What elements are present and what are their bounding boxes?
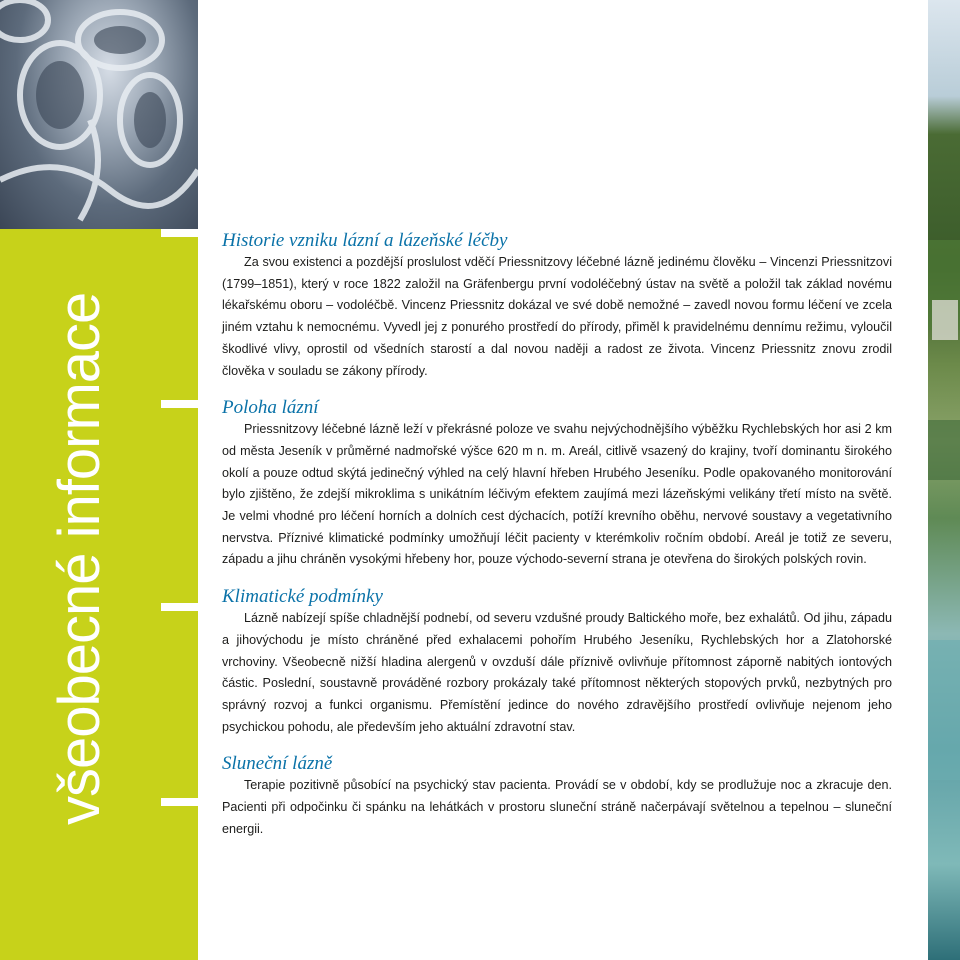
microscope-photo [0,0,198,229]
section-climate [222,586,892,738]
section-heading: Sluneční lázně [222,753,333,775]
section-paragraph: Lázně nabízejí spíše chladnější podnebí, od severu vzdušné proudy Baltického moře, bez exhalátů. Od jihu, západu a jihovýchodu je místo chráněné před exhalacemi pohořím Hrubého Jeseníku, Rychlebských hor a Zlatohorské vrchoviny. Všeobecně nižší hladina alergenů v ovzduší dále příznivě ovlivňuje přítomnost záporně nabitých iontových částic. Poslední, soustavně prováděné rozbory prokázaly také přítomnost některých stopových prvků, nezbytných pro správný rozvoj a funkci organismu. Přemístění jedince do nového zdravějšího prostředí ovlivňuje nejenom jeho psychickou pohodu, ale především jeho aktuální zdravotní stav. [222,611,892,734]
section-heading: Poloha lázní [222,397,319,419]
decorative-bar [161,603,198,611]
decorative-bar [161,400,198,408]
decorative-bar [161,798,198,806]
vertical-divider [198,0,201,960]
section-heading: Klimatické podmínky [222,586,383,608]
cell-structure-image [0,0,198,229]
section-paragraph: Za svou existenci a pozdější proslulost vděčí Priessnitzovy léčebné lázně jedinému člověku – Vincenzi Priessnitzovi (1799–1851), který v roce 1822 založil na Gräfenbergu první vodoléčebný ústav na světě a položil tak základ novému lékařskému oboru – vodoléčbě. Vincenz Priessnitz dokázal ve své době nemožné – zavedl novou formu léčení ve zcela jiném vztahu k nemocnému. Vyvedl jej z ponurého prostředí do přírody, přiměl k pravidelnému dennímu režimu, vyloučil škodlivé vlivy, oprostil od všedních starostí a dal novou naději a radost ze života. Vincenz Priessnitz znovu zrodil člověka v souladu se zákony přírody. [222,255,892,378]
section-paragraph: Priessnitzovy léčebné lázně leží v překrásné poloze ve svahu nejvýchodnějšího výběžku Rychlebských hor asi 2 km od města Jeseník v průměrné nadmořské výšce 620 m n. m. Areál, citlivě vsazený do krajiny, tvoří dominantu širokého okolí a pouze odtud skýtá jedinečný výhled na celý hlavní hřeben Hrubého Jeseníku. Podle opakovaného monitorování bylo zjištěno, že zdejší mikroklima s unikátním léčivým efektem zaujímá mezi lázeňskými velikány třetí místo na světě. Je velmi vhodné pro léčení horních a dolních cest dýchacích, potíží krevního oběhu, nervové soustavy a vegetativního nervstva. Příznivé klimatické podmínky umožňují léčit pacienty v kterémkoliv ročním období. Areál je totiž ze severu, západu a jihu chráněn vysokými hřebeny hor, pouze východo-severní strana je otevřena do širokých polských rovin. [222,422,892,567]
section-history [222,230,892,382]
landscape-photo-strip [928,0,960,960]
decorative-bar [161,229,198,237]
section-location [222,397,892,571]
main-content [222,230,892,840]
landscape-image [928,0,960,960]
section-sun-spa [222,753,892,840]
section-paragraph: Terapie pozitivně působící na psychický stav pacienta. Provádí se v období, kdy se prodlužuje noc a zkracuje den. Pacienti při odpočinku či spánku na lehátkách v prostoru sluneční stráně načerpávají světelnou a tepelnou – sluneční energii. [222,778,892,836]
section-title-vertical: všeobecné informace [47,292,112,825]
section-heading: Historie vzniku lázní a lázeňské léčby [222,230,508,251]
